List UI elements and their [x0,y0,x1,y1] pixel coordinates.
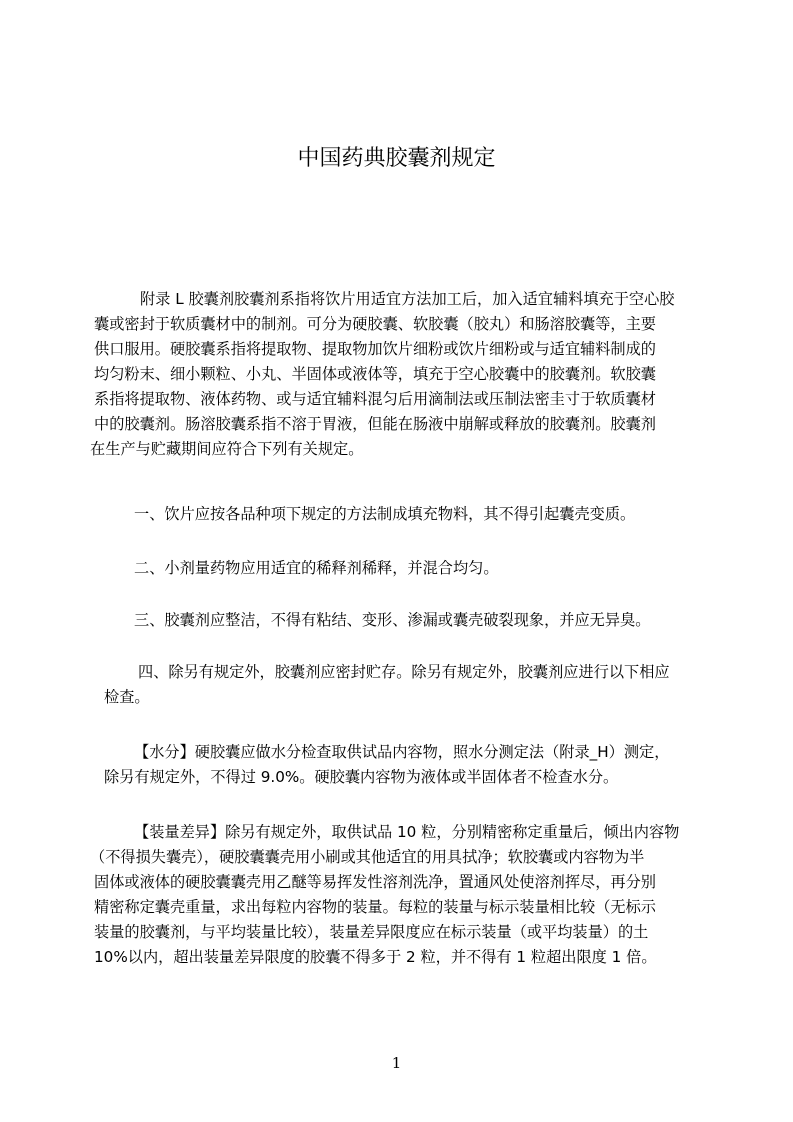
rule-2-line: 二、小剂量药物应用适宜的稀释剂稀释，并混合均匀。 [134,559,499,577]
page-number: 1 [391,1054,402,1072]
intro-line-2: 囊或密封于软质囊材中的制剂。可分为硬胶囊、软胶囊（胶丸）和肠溶胶囊等，主要 [94,315,656,333]
rule-4-line-2: 检查。 [104,688,150,706]
rule-3-paragraph [94,608,706,633]
intro-line-5: 系指将提取物、液体药物、或与适宜辅料混匀后用滴制法或压制法密圭寸于软质囊材 [94,390,656,408]
intro-line-3: 供口服用。硬胶囊系指将提取物、提取物加饮片细粉或饮片细粉或与适宜辅料制成的 [94,340,656,358]
weight-variation-paragraph [90,820,706,970]
intro-line-1: 附录 L 胶囊剂胶囊剂系指将饮片用适宜方法加工后，加入适宜辅料填充于空心胶 [140,290,675,308]
weight-variation-line-5: 装量的胶囊剂，与平均装量比较），装量差异限度应在标示装量（或平均装量）的土 [94,923,649,941]
rule-4-paragraph [94,660,706,710]
intro-line-7: 在生产与贮藏期间应符合下列有关规定。 [90,440,364,458]
intro-line-6: 中的胶囊剂。肠溶胶囊系指不溶于胃液，但能在肠液中崩解或释放的胶囊剂。胶囊剂 [94,415,656,433]
rule-4-line-1: 四、除另有规定外，胶囊剂应密封贮存。除另有规定外，胶囊剂应进行以下相应 [138,663,670,681]
document-title: 中国药典胶囊剂规定 [297,146,496,171]
rule-1-line: 一、饮片应按各品种项下规定的方法制成填充物料，其不得引起囊壳变质。 [134,505,636,523]
weight-variation-line-2: （不得损失囊壳），硬胶囊囊壳用小刷或其他适宜的用具拭净；软胶囊或内容物为半 [90,848,645,866]
rule-3-line: 三、胶囊剂应整洁，不得有粘结、变形、渗漏或囊壳破裂现象，并应无异臭。 [134,611,651,629]
weight-variation-line-6: 10%以内，超出装量差异限度的胶囊不得多于 2 粒，并不得有 1 粒超出限度 1 倍。 [94,948,657,966]
weight-variation-line-3: 固体或液体的硬胶囊囊壳用乙醚等易挥发性溶剂洗净，置通风处使溶剂挥尽，再分别 [94,873,656,891]
rule-2-paragraph [94,556,706,581]
moisture-paragraph [94,740,706,790]
weight-variation-line-4: 精密称定囊壳重量，求出每粒内容物的装量。每粒的装量与标示装量相比较（无标示 [94,898,656,916]
rule-1-paragraph [94,502,706,527]
moisture-line-1: 【水分】硬胶囊应做水分检查取供试品内容物，照水分测定法（附录_H）测定， [134,743,670,761]
intro-paragraph [90,287,706,462]
moisture-line-2: 除另有规定外，不得过 9.0%。硬胶囊内容物为液体或半固体者不检查水分。 [104,768,619,786]
weight-variation-line-1: 【装量差异】除另有规定外，取供试品 10 粒，分别精密称定重量后，倾出内容物 [134,823,680,841]
intro-line-4: 均匀粉末、细小颗粒、小丸、半固体或液体等，填充于空心胶囊中的胶囊剂。软胶囊 [94,365,656,383]
